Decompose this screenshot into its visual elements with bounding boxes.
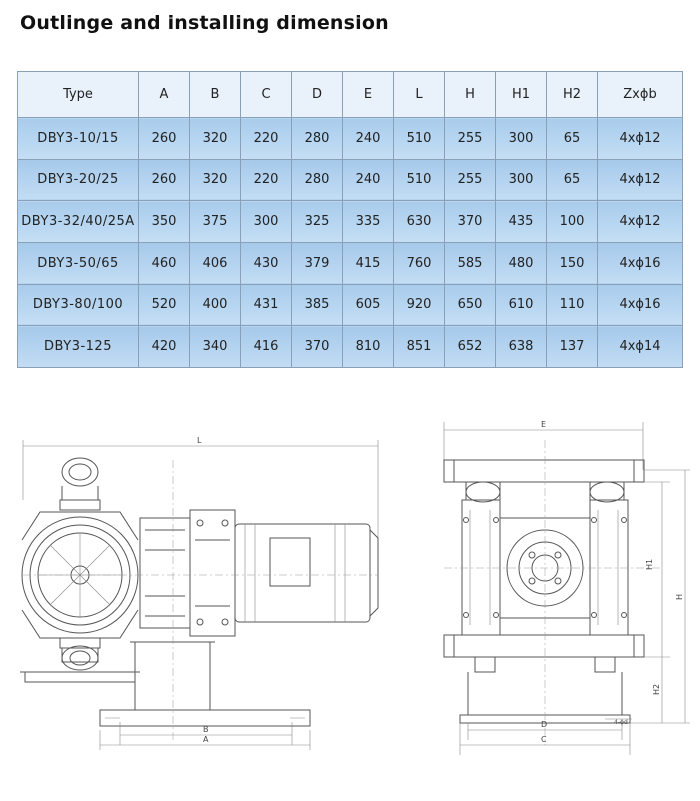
table-cell: 220	[241, 159, 292, 201]
table-cell-type: DBY3-50/65	[18, 242, 139, 284]
table-cell: 280	[292, 118, 343, 160]
column-header-e: E	[343, 72, 394, 118]
table-cell: 760	[394, 242, 445, 284]
table-cell: 420	[139, 326, 190, 368]
dim-label-e: E	[541, 420, 547, 429]
technical-drawing	[0, 400, 700, 801]
table-cell: 65	[547, 118, 598, 160]
column-header-h2: H2	[547, 72, 598, 118]
table-cell: 385	[292, 284, 343, 326]
table-cell: 100	[547, 201, 598, 243]
dim-label-b: B	[203, 725, 209, 734]
table-cell: 4xϕ14	[598, 326, 683, 368]
dim-label-h: H	[675, 593, 684, 600]
table-cell-type: DBY3-32/40/25A	[18, 201, 139, 243]
table-cell: 335	[343, 201, 394, 243]
table-cell: 650	[445, 284, 496, 326]
pump-drawings-svg	[0, 400, 700, 801]
table-row	[18, 118, 683, 160]
table-row	[18, 284, 683, 326]
column-header-h: H	[445, 72, 496, 118]
table-cell-type: DBY3-80/100	[18, 284, 139, 326]
table-cell: 406	[190, 242, 241, 284]
table-header-row	[18, 72, 683, 118]
column-header-c: C	[241, 72, 292, 118]
dimension-table	[17, 71, 683, 368]
table-row	[18, 326, 683, 368]
table-cell: 851	[394, 326, 445, 368]
table-cell: 255	[445, 118, 496, 160]
table-cell: 416	[241, 326, 292, 368]
table-cell: 4xϕ16	[598, 284, 683, 326]
dim-label-h1: H1	[645, 558, 654, 570]
table-cell: 520	[139, 284, 190, 326]
table-cell: 430	[241, 242, 292, 284]
table-cell: 415	[343, 242, 394, 284]
table-cell: 340	[190, 326, 241, 368]
column-header-l: L	[394, 72, 445, 118]
table-cell: 4xϕ12	[598, 159, 683, 201]
table-row	[18, 159, 683, 201]
column-header-d: D	[292, 72, 343, 118]
table-cell: 400	[190, 284, 241, 326]
table-cell: 110	[547, 284, 598, 326]
table-cell: 4xϕ12	[598, 201, 683, 243]
table-cell: 510	[394, 159, 445, 201]
table-cell-type: DBY3-125	[18, 326, 139, 368]
table-cell: 652	[445, 326, 496, 368]
table-cell: 240	[343, 118, 394, 160]
front-view-drawing	[444, 422, 690, 755]
table-cell: 320	[190, 159, 241, 201]
table-cell: 137	[547, 326, 598, 368]
table-cell: 630	[394, 201, 445, 243]
dim-label-a: A	[203, 735, 209, 744]
table-cell: 460	[139, 242, 190, 284]
table-cell: 379	[292, 242, 343, 284]
table-cell: 300	[496, 118, 547, 160]
table-cell: 480	[496, 242, 547, 284]
dim-label-l: L	[197, 436, 202, 445]
table-cell: 610	[496, 284, 547, 326]
table-cell-type: DBY3-10/15	[18, 118, 139, 160]
table-cell: 350	[139, 201, 190, 243]
table-cell: 255	[445, 159, 496, 201]
table-cell: 220	[241, 118, 292, 160]
table-cell: 280	[292, 159, 343, 201]
table-cell: 638	[496, 326, 547, 368]
column-header-a: A	[139, 72, 190, 118]
table-cell: 4xϕ16	[598, 242, 683, 284]
table-cell: 300	[496, 159, 547, 201]
table-cell: 920	[394, 284, 445, 326]
table-cell: 260	[139, 118, 190, 160]
dim-label-c: C	[541, 735, 547, 744]
table-cell: 260	[139, 159, 190, 201]
column-header-type: Type	[18, 72, 139, 118]
table-header	[18, 72, 683, 118]
table-cell: 605	[343, 284, 394, 326]
table-cell-type: DBY3-20/25	[18, 159, 139, 201]
table-cell: 435	[496, 201, 547, 243]
table-cell: 300	[241, 201, 292, 243]
dim-label-hole: 4-ϕd	[614, 719, 628, 726]
column-header-h1: H1	[496, 72, 547, 118]
table-cell: 431	[241, 284, 292, 326]
dim-label-h2: H2	[652, 683, 661, 695]
table-cell: 65	[547, 159, 598, 201]
table-row	[18, 201, 683, 243]
table-cell: 370	[445, 201, 496, 243]
table-cell: 325	[292, 201, 343, 243]
table-body	[18, 118, 683, 368]
column-header-zxb: Zxϕb	[598, 72, 683, 118]
table-cell: 510	[394, 118, 445, 160]
table-cell: 4xϕ12	[598, 118, 683, 160]
table-cell: 585	[445, 242, 496, 284]
table-cell: 240	[343, 159, 394, 201]
page-title: Outlinge and installing dimension	[20, 12, 389, 34]
column-header-b: B	[190, 72, 241, 118]
table-cell: 150	[547, 242, 598, 284]
table-cell: 320	[190, 118, 241, 160]
dim-label-d: D	[541, 720, 548, 729]
table-cell: 370	[292, 326, 343, 368]
table-cell: 810	[343, 326, 394, 368]
table-cell: 375	[190, 201, 241, 243]
side-view-drawing	[20, 440, 378, 750]
table-row	[18, 242, 683, 284]
